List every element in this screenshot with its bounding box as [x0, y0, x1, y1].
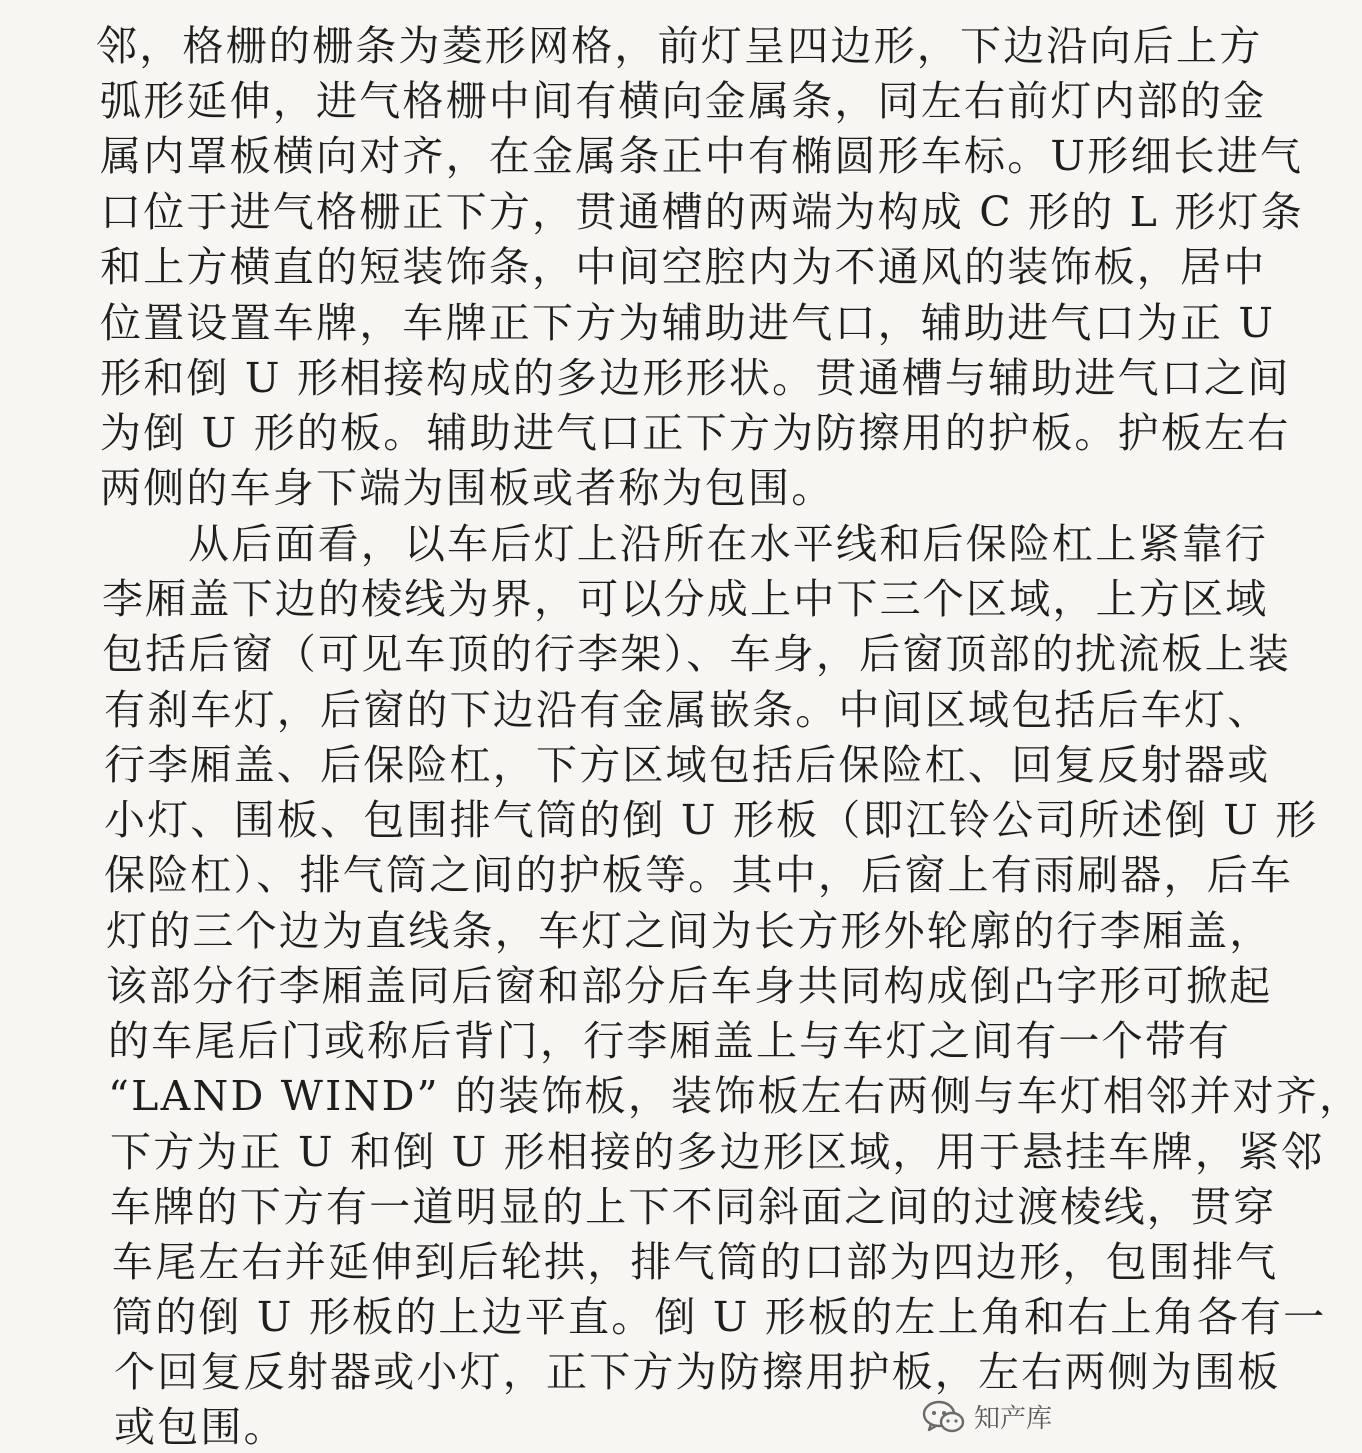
text-line: 为倒 U 形的板。辅助进气口正下方为防擦用的护板。护板左右 — [100, 409, 1291, 457]
text-line: 的车尾后门或称后背门，行李厢盖上与车灯之间有一个带有 — [108, 1017, 1232, 1065]
text-line: 个回复反射器或小灯，正下方为防擦用护板，左右两侧为围板 — [114, 1348, 1281, 1396]
text-line: 车牌的下方有一道明显的上下不同斜面之间的过渡棱线，贯穿 — [110, 1183, 1277, 1231]
text-line: 或包围。 — [114, 1403, 287, 1451]
text-line: 位置设置车牌，车牌正下方为辅助进气口，辅助进气口为正 U — [100, 299, 1276, 347]
text-line: 包括后窗（可见车顶的行李架）、车身，后窗顶部的扰流板上装 — [102, 630, 1292, 678]
text-line: 邻，格栅的栅条为菱形网格，前灯呈四边形，下边沿向后上方 — [96, 22, 1263, 70]
text-line: 属内罩板横向对齐，在金属条正中有椭圆形车标。U形细长进气 — [100, 132, 1304, 180]
text-line: “LAND WIND” 的装饰板，装饰板左右两侧与车灯相邻并对齐， — [108, 1072, 1362, 1120]
text-line: 筒的倒 U 形板的上边平直。倒 U 形板的左上角和右上角各有一 — [112, 1293, 1327, 1341]
text-line: 车尾左右并延伸到后轮拱，排气筒的口部为四边形，包围排气 — [112, 1238, 1279, 1286]
text-line: 和上方横直的短装饰条，中间空腔内为不通风的装饰板，居中 — [100, 243, 1267, 291]
text-line: 从后面看，以车后灯上沿所在水平线和后保险杠上紧靠行 — [188, 520, 1268, 568]
wechat-icon — [922, 1399, 966, 1435]
watermark-text: 知产库 — [973, 1404, 1052, 1434]
text-line: 弧形延伸，进气格栅中间有横向金属条，同左右前灯内部的金 — [100, 77, 1267, 125]
text-line: 小灯、围板、包围排气筒的倒 U 形板（即江铃公司所述倒 U 形 — [104, 796, 1319, 844]
text-line: 有刹车灯，后窗的下边沿有金属嵌条。中间区域包括后车灯、 — [104, 686, 1271, 734]
text-line: 灯的三个边为直线条，车灯之间为长方形外轮廓的行李厢盖， — [106, 907, 1273, 955]
text-line: 两侧的车身下端为围板或者称为包围。 — [100, 464, 835, 512]
text-line: 该部分行李厢盖同后窗和部分后车身共同构成倒凸字形可掀起 — [106, 962, 1273, 1010]
text-line: 保险杠）、排气筒之间的护板等。其中，后窗上有雨刷器，后车 — [104, 851, 1294, 899]
text-line: 下方为正 U 和倒 U 形相接的多边形区域，用于悬挂车牌，紧邻 — [110, 1128, 1325, 1176]
watermark — [922, 1398, 1052, 1435]
text-line: 口位于进气格栅正下方，贯通槽的两端为构成 C 形的 L 形灯条 — [100, 188, 1304, 236]
text-line: 李厢盖下边的棱线为界，可以分成上中下三个区域，上方区域 — [102, 575, 1269, 623]
text-line: 行李厢盖、后保险杠，下方区域包括后保险杠、回复反射器或 — [104, 741, 1271, 789]
text-line: 形和倒 U 形相接构成的多边形形状。贯通槽与辅助进气口之间 — [100, 354, 1291, 402]
